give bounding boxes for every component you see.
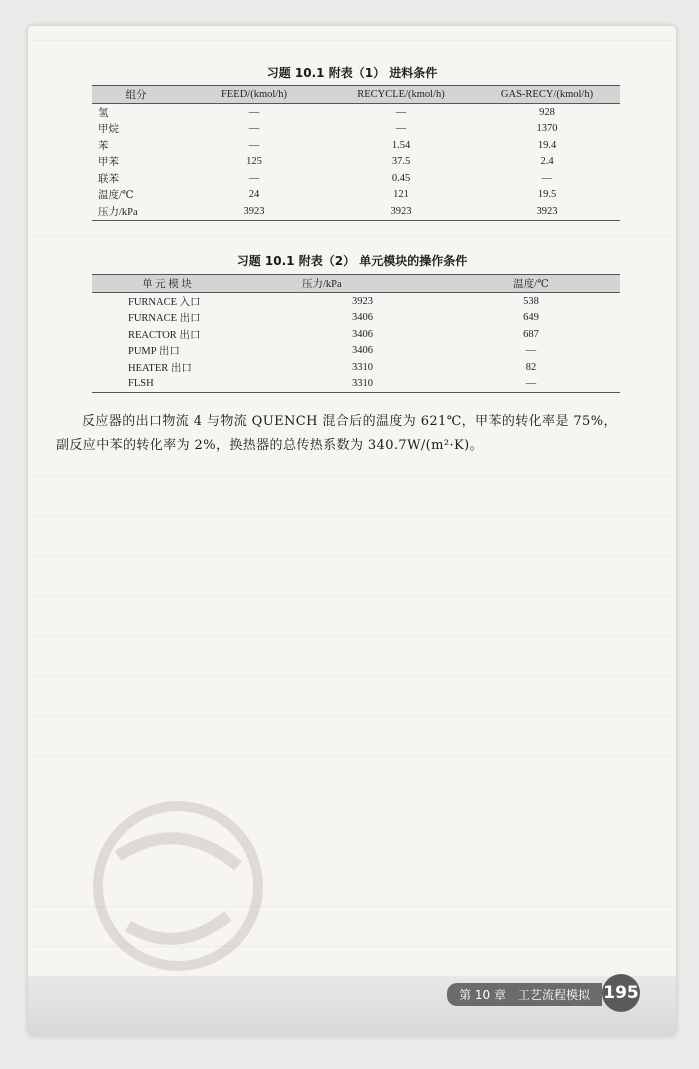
table-cell: 928 [539, 106, 555, 118]
column-header: 温度/℃ [442, 275, 620, 293]
table-cell: 温度/℃ [98, 190, 134, 202]
column-header: FEED/(kmol/h) [180, 86, 328, 104]
document-page [28, 26, 676, 1036]
column-header: GAS-RECY/(kmol/h) [474, 86, 620, 104]
table-cell: — [248, 123, 260, 135]
table-cell: 3923 [474, 203, 620, 220]
table-cell: HEATER 出口 [128, 362, 192, 374]
table-cell: 538 [523, 295, 539, 307]
table-row [92, 343, 620, 360]
table-cell: 687 [523, 328, 539, 340]
table-cell: 苯 [98, 140, 109, 152]
table-cell: 1.54 [391, 139, 411, 151]
table-cell: — [248, 172, 260, 184]
table-cell: 压力/kPa [92, 203, 180, 220]
table-cell: FURNACE 入口 [128, 296, 201, 308]
table-cell: 联苯 [98, 173, 119, 185]
table-cell: 82 [525, 361, 537, 373]
table-cell: 1370 [536, 123, 558, 135]
table-cell: 121 [393, 189, 409, 201]
table-cell: — [395, 106, 407, 118]
table-row [92, 154, 620, 171]
table-cell: 3406 [352, 345, 373, 357]
table-cell: 19.4 [537, 139, 557, 151]
watermark-stamp-icon [78, 796, 278, 976]
table-cell: REACTOR 出口 [128, 329, 201, 341]
table-row [92, 293, 620, 310]
table-cell: — [248, 139, 260, 151]
table1-caption: 习题 10.1 附表（1） 进料条件 [266, 66, 438, 80]
page-number: 195 [602, 974, 640, 1012]
table-cell: FURNACE 出口 [128, 313, 201, 325]
feed-conditions-table [92, 85, 620, 221]
table-cell: 3406 [352, 312, 373, 324]
table-cell: 甲苯 [98, 157, 119, 169]
column-header: 单 元 模 块 [92, 275, 242, 293]
table-cell: 649 [523, 312, 539, 324]
table2-caption: 习题 10.1 附表（2） 单元模块的操作条件 [236, 254, 468, 268]
table-cell: — [525, 345, 537, 357]
table-cell: 125 [246, 156, 262, 168]
table-cell: 24 [248, 189, 260, 201]
table-cell: 3406 [352, 328, 373, 340]
table-cell: — [395, 123, 407, 135]
table-cell: 3923 [352, 295, 373, 307]
chapter-label: 第 10 章 工艺流程模拟 [447, 983, 602, 1006]
table-row [92, 104, 620, 121]
table-cell: 19.5 [537, 189, 557, 201]
table-row [92, 326, 620, 343]
table-cell: 氢 [98, 107, 109, 119]
table-row [92, 359, 620, 376]
paragraph-line: 反应器的出口物流 4 与物流 QUENCH 混合后的温度为 621℃，甲苯的转化率是 75%， [82, 414, 617, 429]
table-header-row [92, 86, 620, 104]
table-cell: 2.4 [540, 156, 554, 168]
table-row [92, 310, 620, 327]
problem-paragraph [56, 410, 656, 458]
table-cell: 3310 [242, 376, 442, 393]
column-header: RECYCLE/(kmol/h) [328, 86, 474, 104]
column-header: 压力/kPa [242, 275, 442, 293]
table-cell: PUMP 出口 [128, 346, 180, 358]
table-cell: 3310 [352, 361, 373, 373]
table-cell: FLSH [92, 376, 242, 393]
table-cell: 0.45 [391, 172, 411, 184]
column-header: 组分 [92, 86, 180, 104]
table-header-row [92, 275, 620, 293]
table-row [92, 203, 620, 220]
table-row [92, 137, 620, 154]
table-row [92, 121, 620, 138]
table-cell: 3923 [180, 203, 328, 220]
table-row [92, 187, 620, 204]
table-cell: — [442, 376, 620, 393]
table-cell: 37.5 [391, 156, 411, 168]
table-cell: 甲烷 [98, 124, 119, 136]
unit-operation-table [92, 274, 620, 393]
table-cell: — [541, 172, 553, 184]
table-cell: — [248, 106, 260, 118]
table-row [92, 376, 620, 393]
table-row [92, 170, 620, 187]
table-cell: 3923 [328, 203, 474, 220]
paragraph-line: 副反应中苯的转化率为 2%，换热器的总传热系数为 340.7W/(m²·K)。 [56, 438, 483, 453]
